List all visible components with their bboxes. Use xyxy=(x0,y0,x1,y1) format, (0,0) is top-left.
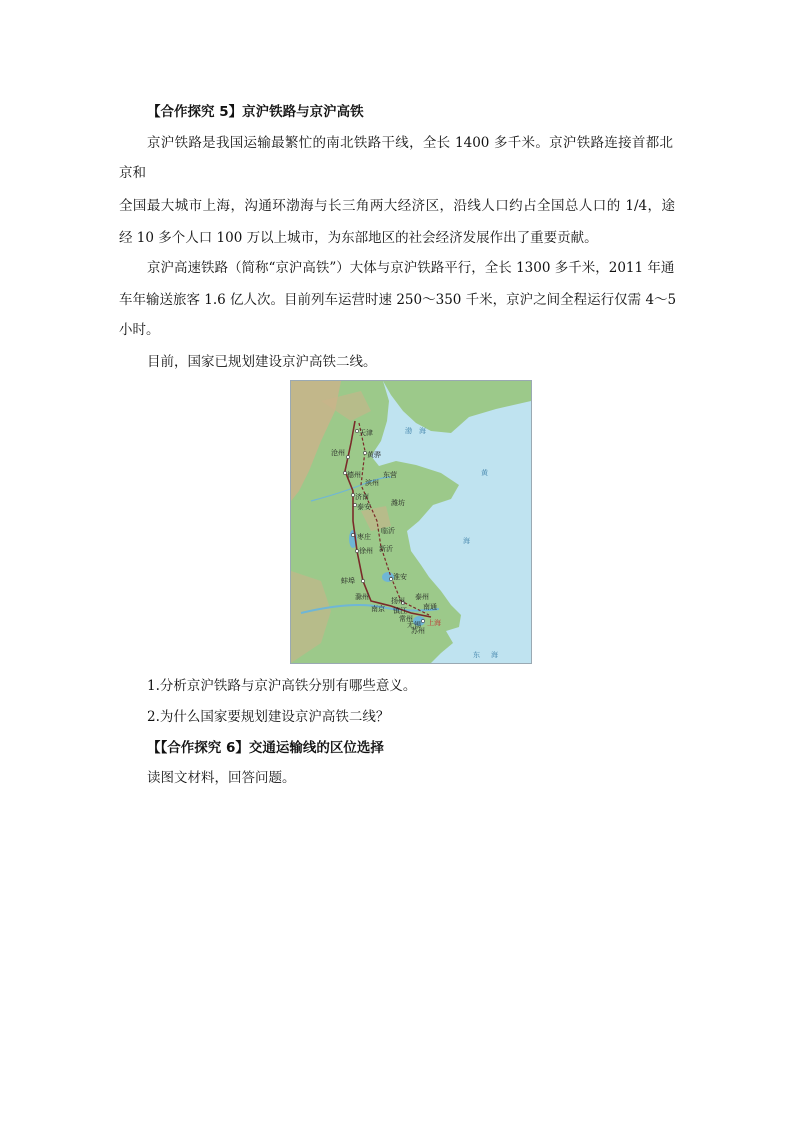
sea-label-bohai-hai: 海 xyxy=(419,427,426,435)
city-dot xyxy=(361,579,364,582)
sea-label-bo: 渤 xyxy=(405,427,412,435)
section6-heading: 【【合作探究 6】交通运输线的区位选择 xyxy=(147,740,384,756)
city-label-taizhou: 泰州 xyxy=(415,593,429,601)
city-label-weifang: 潍坊 xyxy=(391,499,405,507)
city-label-suzhou: 苏州 xyxy=(411,627,425,635)
section5-heading: 【合作探究 5】京沪铁路与京沪高铁 xyxy=(147,104,364,120)
section6-intro: 读图文材料，回答问题。 xyxy=(147,770,296,786)
para2-line1: 京沪高速铁路（简称“京沪高铁”）大体与京沪铁路平行，全长 1300 多千米，2011 年通 xyxy=(147,260,675,276)
city-label-dongying: 东营 xyxy=(383,471,397,479)
city-dot xyxy=(346,455,349,458)
railway-map xyxy=(290,380,532,664)
city-label-huanghua: 黄骅 xyxy=(367,451,381,459)
city-label-zhenjiang: 镇江 xyxy=(393,607,407,615)
city-label-chuzhou: 滁州 xyxy=(355,593,369,601)
para1-line2: 京和 xyxy=(119,165,146,181)
city-label-wuxi: 无锡 xyxy=(407,621,421,629)
city-label-tianjin: 天津 xyxy=(359,429,373,437)
city-label-jinan: 济南 xyxy=(355,493,369,501)
city-label-xuzhou: 徐州 xyxy=(359,547,373,555)
city-label-xinyi: 新沂 xyxy=(379,545,393,553)
city-label-cangzhou: 沧州 xyxy=(331,449,345,457)
city-label-dezhou: 德州 xyxy=(347,471,361,479)
city-label-taian: 泰安 xyxy=(357,503,371,511)
city-dot xyxy=(351,533,354,536)
city-label-zaozhuang: 枣庄 xyxy=(357,533,371,541)
city-label-yangzhou: 扬州 xyxy=(391,597,405,605)
question-2: 2.为什么国家要规划建设京沪高铁二线？ xyxy=(147,709,390,725)
para3: 目前，国家已规划建设京沪高铁二线。 xyxy=(147,354,377,370)
city-label-nantong: 南通 xyxy=(423,603,437,611)
city-dot xyxy=(421,619,424,622)
question-1: 1.分析京沪铁路与京沪高铁分别有哪些意义。 xyxy=(147,678,417,694)
para2-line3: 小时。 xyxy=(119,322,160,338)
city-label-linyi: 临沂 xyxy=(381,527,395,535)
sea-label-donghai-hai: 海 xyxy=(491,651,498,659)
city-label-binzhou: 滨州 xyxy=(365,479,379,487)
para1-line3: 全国最大城市上海，沟通环渤海与长三角两大经济区，沿线人口约占全国总人口的 1/4，途 xyxy=(119,198,675,214)
city-label-bengbu: 蚌埠 xyxy=(341,577,355,585)
city-label-changzhou: 常州 xyxy=(399,615,413,623)
city-label-shanghai: 上海 xyxy=(427,619,441,627)
para1-line1: 京沪铁路是我国运输最繁忙的南北铁路干线，全长 1400 多千米。京沪铁路连接首都北 xyxy=(147,135,673,151)
para1-line4: 经 10 多个人口 100 万以上城市，为东部地区的社会经济发展作出了重要贡献。 xyxy=(119,230,598,246)
sea-label-huanghai-hai: 海 xyxy=(463,537,470,545)
para2-line2: 车年输送旅客 1.6 亿人次。目前列车运营时速 250～350 千米，京沪之间全程运行仅需 4～5 xyxy=(119,292,677,308)
city-label-nanjing: 南京 xyxy=(371,605,385,613)
railway-map-svg xyxy=(291,381,531,663)
sea-label-huang: 黄 xyxy=(481,469,488,477)
city-label-huaian: 淮安 xyxy=(393,573,407,581)
sea-label-dong: 东 xyxy=(473,651,480,659)
